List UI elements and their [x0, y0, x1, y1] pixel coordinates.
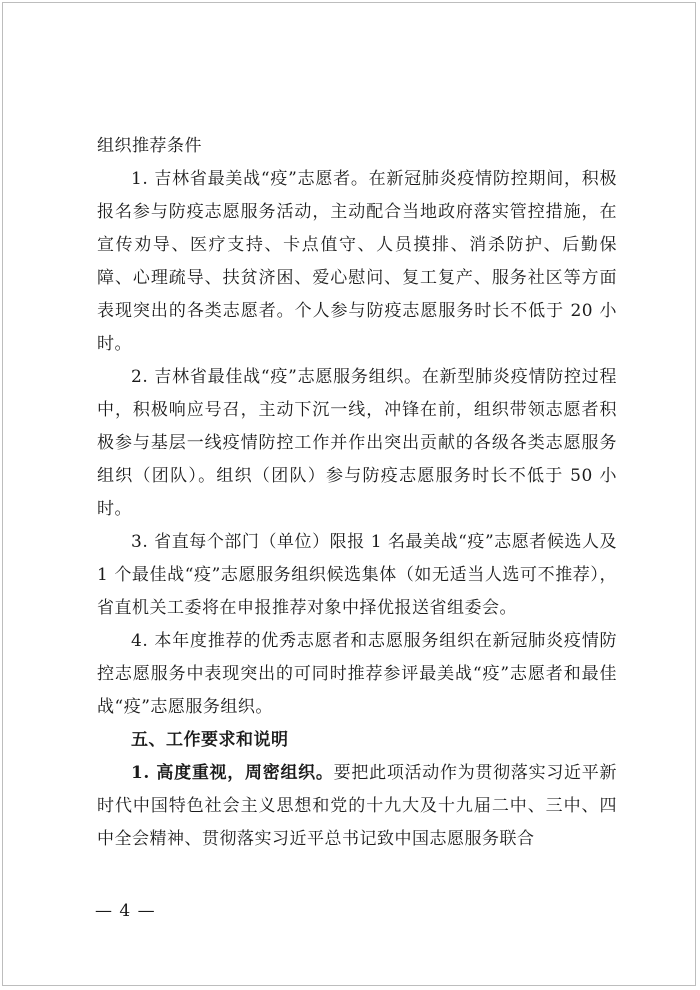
section-five-item-1-lead: 1. 高度重视，周密组织。 — [131, 763, 334, 783]
paragraph-item-1: 1. 吉林省最美战“疫”志愿者。在新冠肺炎疫情防控期间，积极报名参与防疫志愿服务活动，主动配合当地政府落实管控措施，在宣传劝导、医疗支持、卡点值守、人员摸排、消杀防护、后勤保障、心理疏导、扶贫济困、爱心慰问、复工复产、服务社区等方面表现突出的各类志愿者。个人参与防疫志愿服务时长不低于 20 小时。 — [97, 169, 617, 354]
page-number: — 4 — — [95, 901, 156, 921]
paragraph-item-2: 2. 吉林省最佳战“疫”志愿服务组织。在新型肺炎疫情防控过程中，积极响应号召，主动下沉一线，冲锋在前，组织带领志愿者积极参与基层一线疫情防控工作并作出突出贡献的各级各类志愿服务组织（团队）。组织（团队）参与防疫志愿服务时长不低于 50 小时。 — [97, 367, 617, 519]
paragraph-item-4: 4. 本年度推荐的优秀志愿者和志愿服务组织在新冠肺炎疫情防控志愿服务中表现突出的可同时推荐参评最美战“疫”志愿者和最佳战“疫”志愿服务组织。 — [97, 631, 617, 717]
section-five-heading: 五、工作要求和说明 — [131, 730, 289, 750]
paragraph-item-3: 3. 省直每个部门（单位）限报 1 名最美战“疫”志愿者候选人及 1 个最佳战“疫”志愿服务组织候选集体（如无适当人选可不推荐），省直机关工委将在申报推荐对象中择优报送省组委会。 — [97, 532, 617, 618]
section-five-item-1 — [97, 757, 617, 856]
document-body — [97, 130, 617, 856]
subsection-heading: 组织推荐条件 — [97, 136, 202, 156]
section-five-item-1-text: 要把此项活动作为贯彻落实习近平新时代中国特色社会主义思想和党的十九大及十九届二中、三中、四中全会精神、贯彻落实习近平总书记致中国志愿服务联合 — [97, 763, 618, 849]
document-page — [2, 2, 696, 986]
